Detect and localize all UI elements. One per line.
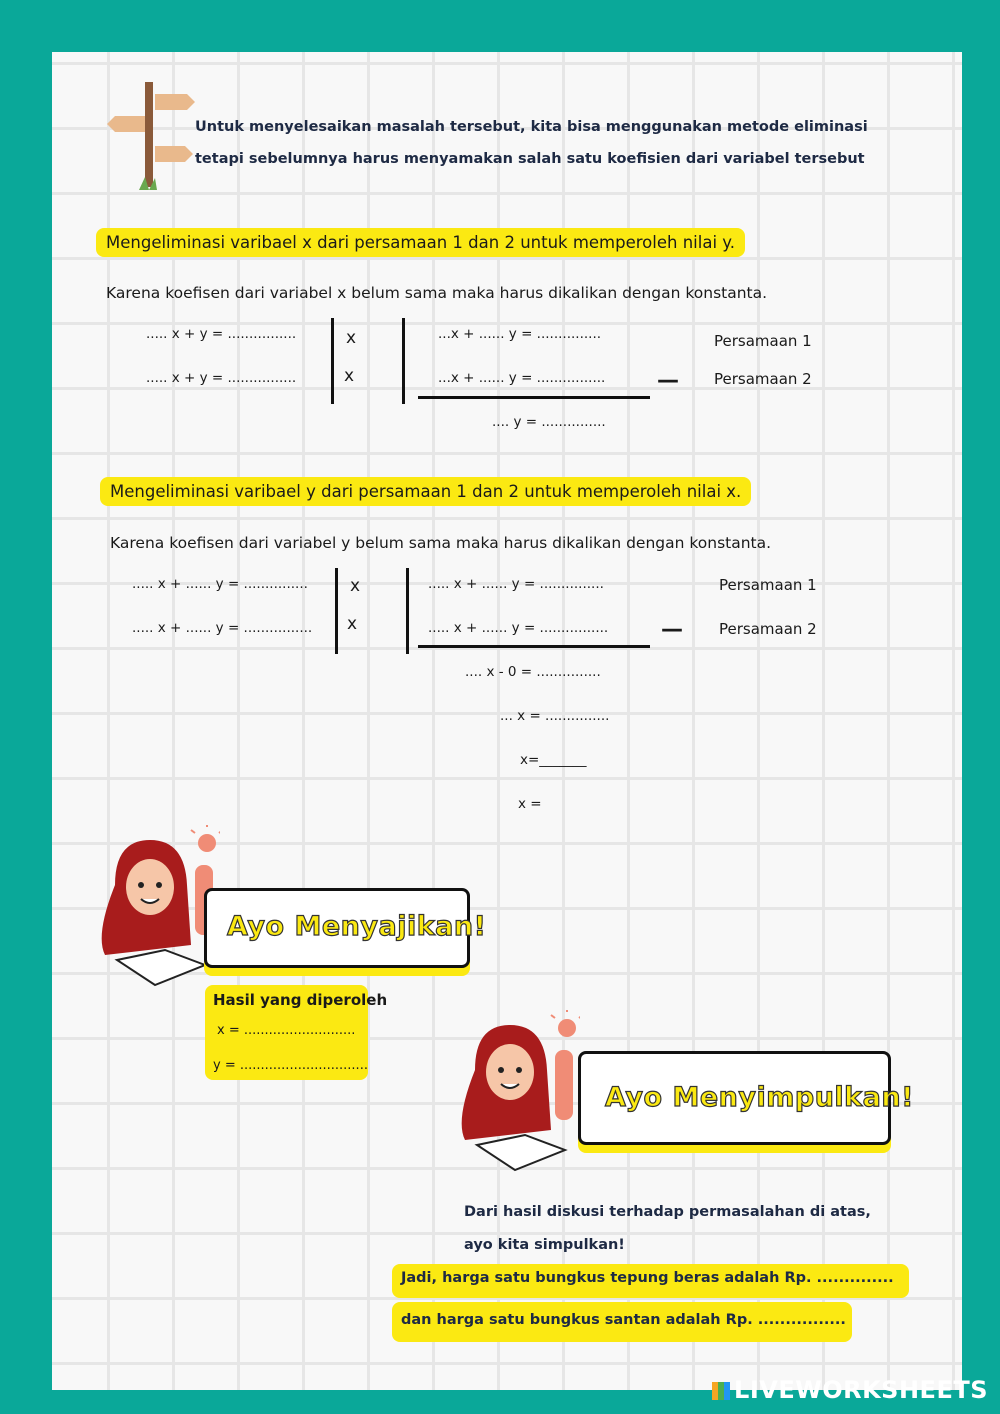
eq1-mult-1[interactable]: x: [346, 328, 357, 348]
student-illustration: [455, 1010, 580, 1175]
eq2-step-3[interactable]: x=_______: [520, 752, 587, 768]
conclude-title: Ayo Menyimpulkan!: [605, 1082, 914, 1113]
intro-line-2: tetapi sebelumnya harus menyamakan salah satu koefisien dari variabel tersebut: [195, 151, 865, 167]
present-title-box: [204, 888, 487, 968]
section2-note: Karena koefisen dari variabel y belum sama maka harus dikalikan dengan konstanta.: [110, 534, 772, 552]
eq2-mult-2[interactable]: x: [347, 614, 358, 634]
liveworksheets-logo: [712, 1376, 988, 1404]
label-persamaan-1: Persamaan 1: [719, 576, 817, 594]
label-persamaan-1: Persamaan 1: [714, 332, 812, 350]
eq2-right-2[interactable]: ..... x + ...... y = ................: [428, 620, 609, 636]
eq1-right-1[interactable]: ...x + ...... y = ...............: [438, 326, 602, 342]
logo-icon: [712, 1382, 730, 1400]
answer-1-box: [392, 1264, 909, 1298]
eq2-step-4[interactable]: x =: [518, 796, 542, 812]
eq1-left-2[interactable]: ..... x + y = ................: [146, 370, 297, 386]
logo-text: LIVEWORKSHEETS: [734, 1376, 988, 1404]
eq2-left-1[interactable]: ..... x + ...... y = ...............: [132, 576, 308, 592]
eq2-right-1[interactable]: ..... x + ...... y = ...............: [428, 576, 604, 592]
present-title: Ayo Menyajikan!: [227, 911, 487, 942]
intro-line-1: Untuk menyelesaikan masalah tersebut, kita bisa menggunakan metode eliminasi: [195, 119, 868, 135]
label-persamaan-2: Persamaan 2: [714, 370, 812, 388]
minus-sign: —: [657, 368, 679, 393]
eq1-mult-2[interactable]: x: [344, 366, 355, 386]
divider: [402, 318, 405, 404]
minus-sign: —: [661, 617, 683, 642]
eq2-mult-1[interactable]: x: [350, 576, 361, 596]
signpost-icon: [105, 82, 195, 192]
conclude-title-box: [578, 1051, 914, 1145]
result-box-title: Hasil yang diperoleh: [213, 991, 388, 1009]
answer-1[interactable]: Jadi, harga satu bungkus tepung beras adalah Rp. ..............: [401, 1270, 894, 1286]
student-illustration: [95, 825, 220, 990]
answer-2[interactable]: dan harga satu bungkus santan adalah Rp. ................: [401, 1312, 846, 1328]
divider: [331, 318, 334, 404]
section2-heading: Mengeliminasi varibael y dari persamaan 1 dan 2 untuk memperoleh nilai x.: [100, 477, 751, 506]
eq2-step-2[interactable]: ... x = ...............: [500, 708, 610, 724]
conclude-text-1: Dari hasil diskusi terhadap permasalahan di atas,: [464, 1204, 871, 1220]
eq1-right-2[interactable]: ...x + ...... y = ................: [438, 370, 606, 386]
eq1-left-1[interactable]: ..... x + y = ................: [146, 326, 297, 342]
result-box: [205, 985, 388, 1080]
label-persamaan-2: Persamaan 2: [719, 620, 817, 638]
conclude-text-2: ayo kita simpulkan!: [464, 1237, 625, 1253]
eq2-left-2[interactable]: ..... x + ...... y = ................: [132, 620, 313, 636]
result-y[interactable]: y = ...............................: [213, 1058, 368, 1073]
answer-2-box: [392, 1302, 852, 1342]
section1-note: Karena koefisen dari variabel x belum sama maka harus dikalikan dengan konstanta.: [106, 284, 768, 302]
section1-heading: Mengeliminasi varibael x dari persamaan 1 dan 2 untuk memperoleh nilai y.: [96, 228, 745, 257]
eq2-step-1[interactable]: .... x - 0 = ...............: [465, 664, 601, 680]
eq1-result[interactable]: .... y = ...............: [492, 414, 606, 430]
sum-line: [418, 645, 650, 648]
divider: [406, 568, 409, 654]
result-x[interactable]: x = ...........................: [217, 1023, 356, 1038]
sum-line: [418, 396, 650, 399]
divider: [335, 568, 338, 654]
